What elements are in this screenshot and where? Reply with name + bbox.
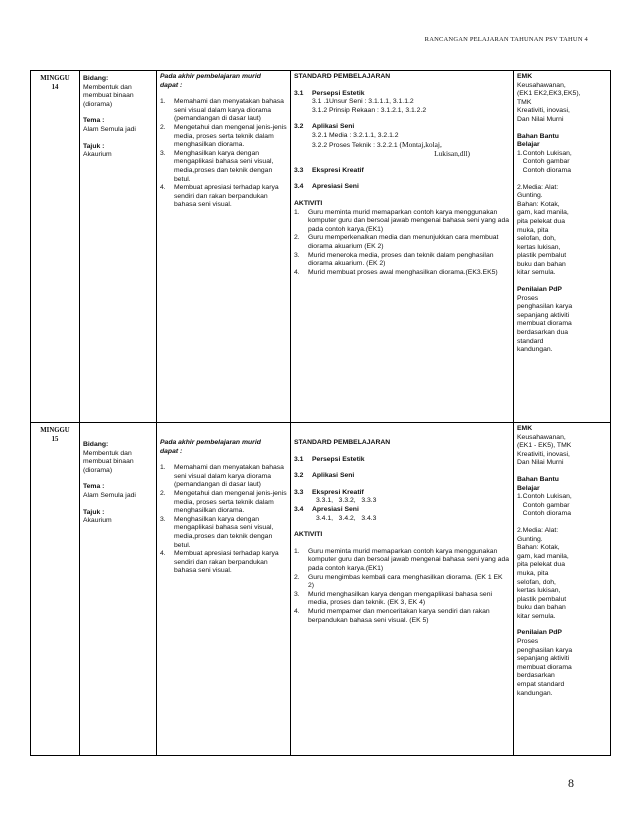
pdp-line: kandungan. [517,346,553,354]
bbm-line: kertas lukisan, [517,243,561,251]
standard-item: 3.1 Persepsi Estetik [294,455,365,463]
objectives-cell [157,71,291,423]
standard-detail: 3.1 .1Unsur Seni : 3.1.1.1, 3.1.1.2 [312,98,414,106]
standard-item: 3.3 Ekspresi Kreatif [294,488,364,496]
tema-value: Alam Semula jadi [83,125,136,133]
tema-label: Tema : [83,117,105,125]
week-number: 15 [51,435,59,443]
week-label-cell [31,71,80,423]
emk-line: TMK [517,98,532,106]
week-label-cell [31,423,80,756]
activity-item: 1. Guru meminta murid memaparkan contoh karya menggunakan komputer guru dan bersoal jawab mengenai bahasa seni yang ada pada contoh karya.(EK1) [294,208,510,233]
bbm-line: Gunting. [517,192,543,200]
bbm-line: muka, pita [517,569,549,577]
bbm-line: kitar semula. [517,612,556,620]
objective-item: 2. Mengetahui dan mengenal jenis-jenis media, proses serta teknik dalam menghasilkan diorama. [160,123,287,149]
tajuk-label: Tajuk : [83,142,105,150]
bbm-line: Contoh diorama [517,166,572,174]
week-label: MINGGU [40,427,70,434]
activity-heading: AKTIVITI [294,199,323,207]
objectives-heading: Pada akhir pembelajaran murid [160,73,261,80]
bbm-line: buku dan bahan [517,604,566,612]
page-number: 8 [568,776,574,790]
standard-item: 3.3 Ekspresi Kreatif [294,166,364,174]
bidang-line: Membentuk dan [83,449,132,457]
standard-detail: 3.3.1, 3.3.2, 3.3.3 [316,497,377,505]
bbm-heading: Belajar [517,141,540,149]
activity-item: 1. Guru meminta murid memaparkan contoh karya menggunakan komputer guru dan bersoal jawab mengenai bahasa seni yang ada pada contoh karya.(EK1) [294,547,510,572]
bbm-line: kertas lukisan, [517,587,561,595]
pdp-line: penghasilan karya [517,646,573,654]
emk-line: Dan Nilai Murni [517,459,564,467]
emk-line: Kreativiti, inovasi, [517,450,570,458]
resources-cell [514,71,611,423]
standard-item: 3.4 Apresiasi Seni [294,505,359,513]
bbm-line: plastik pembalut [517,595,567,603]
tajuk-value: Akaurium [83,517,112,525]
bbm-line: pita pelekat dua [517,561,565,569]
pdp-line: penghasilan karya [517,303,573,311]
standard-detail: 3.2.2 Proses Teknik : 3.2.2.1 (Montaj,kolaj, [312,139,442,149]
standard-detail: Lukisan,dll) [434,149,470,159]
objective-item: 1. Memahami dan menyatakan bahasa seni visual dalam karya diorama (pemandangan di dasar laut) [160,464,284,489]
bbm-line: selofan, doh, [517,235,556,243]
activity-item: 2. Guru memperkenalkan media dan menunjukkan cara membuat diorama akuarium (EK 2) [294,234,499,250]
emk-heading: EMK [517,425,533,432]
bbm-line: gam, kad manila, [517,209,569,217]
week-number: 14 [51,83,59,91]
bbm-line: plastik pembalut [517,252,567,260]
topic-cell [80,71,157,423]
activity-item: 4. Murid mempamer dan menceritakan karya sendiri dan rakan berpandukan bahasa seni visual. (EK 5) [294,607,490,624]
standard-detail: 3.4.1, 3.4.2, 3.4.3 [316,514,377,522]
standards-heading: STANDARD PEMBELAJARAN [294,73,391,80]
objective-item: 3. Menghasilkan karya dengan mengaplikasi bahasa seni visual, media,proses dan teknik dengan betul. [160,515,274,549]
bbm-line: buku dan bahan [517,260,566,268]
emk-line: Keusahawanan, [517,81,566,89]
activity-item: 2. Guru mengimbas kembali cara menghasilkan diorama. (EK 1 EK 2) [294,573,503,590]
pdp-heading: Penilaian PdP [517,629,562,637]
objectives-heading: dapat : [160,81,183,89]
bbm-line: Bahan: Kotak, [517,544,560,552]
standard-item: 3.2 Aplikasi Seni [294,472,355,480]
pdp-line: Proses [517,294,539,302]
tajuk-value: Akaurium [83,151,112,159]
standard-item: 3.2 Aplikasi Seni [294,123,355,131]
bbm-line: muka, pita [517,226,549,234]
week-row [31,71,611,423]
bidang-line: (diorama) [83,100,113,108]
bbm-line: selofan, doh, [517,578,556,586]
bbm-line: 2.Media: Alat: [517,183,559,191]
resources-cell [514,423,611,756]
topic-cell [80,423,157,756]
standard-detail: 3.2.1 Media : 3.2.1.1, 3.2.1.2 [312,131,399,139]
bbm-heading: Belajar [517,484,540,492]
bidang-label: Bidang: [83,441,109,448]
emk-line: Kreativiti, inovasi, [517,107,570,115]
emk-line: Keusahawanan, [517,433,566,441]
objective-item: 1. Memahami dan menyatakan bahasa seni visual dalam karya diorama (pemandangan di dasar laut) [160,98,284,123]
document-header: RANCANGAN PELAJARAN TAHUNAN PSV TAHUN 4 [424,36,588,43]
bbm-line: gam, kad manila, [517,552,569,560]
activity-item: 3. Murid meneroka media, proses dan teknik dalam penghasilan diorama akuarium. (EK 2) [294,251,494,268]
bbm-line: kitar semula. [517,269,556,277]
emk-line: (EK1 EK2,EK3,EK5), [517,90,581,98]
pdp-line: sepanjang aktiviti [517,311,570,319]
bbm-line: Contoh diorama [517,510,572,518]
objectives-heading: Pada akhir pembelajaran murid [160,439,261,446]
bbm-heading: Bahan Bantu [517,132,559,140]
standards-heading: STANDARD PEMBELAJARAN [294,439,391,446]
tema-value: Alam Semula jadi [83,491,136,499]
bidang-line: membuat binaan [83,458,134,466]
standard-detail: 3.1.2 Prinsip Rekaan : 3.1.2.1, 3.1.2.2 [312,106,427,114]
emk-line: (EK1 - EK5), TMK [517,442,572,450]
objectives-heading: dapat : [160,447,183,455]
bidang-label: Bidang: [83,75,109,82]
objective-item: 3. Menghasilkan karya dengan mengaplikasi bahasa seni visual, media,proses dan teknik dengan betul. [160,149,274,183]
activity-heading: AKTIVITI [294,531,323,539]
pdp-line: membuat diorama [517,320,572,328]
pdp-line: membuat diorama [517,663,572,671]
objective-item: 2. Mengetahui dan mengenal jenis-jenis media, proses serta teknik dalam menghasilkan diorama. [160,489,287,515]
pdp-line: standard [517,337,544,345]
pdp-line: berdasarkan dua [517,329,569,337]
bbm-line: Contoh gambar [517,158,570,166]
standards-cell [291,71,514,423]
pdp-line: kandungan. [517,689,553,697]
week-row [31,423,611,756]
activity-item: 4. Murid membuat proses awal menghasilkan diorama.(EK3.EK5) [294,268,498,276]
pdp-line: Proses [517,638,539,646]
bidang-line: (diorama) [83,466,113,474]
bidang-line: membuat binaan [83,92,134,100]
objectives-cell [157,423,291,756]
objective-item: 4. Membuat apresiasi terhadap karya sendiri dan rakan berpandukan bahasa seni visual. [160,550,279,575]
pdp-line: sepanjang aktiviti [517,655,570,663]
bbm-line: pita pelekat dua [517,217,565,225]
activity-item: 3. Murid menghasilkan karya dengan mengaplikasi bahasa seni media, proses dan teknik. (EK 3, EK 4) [294,590,493,607]
pdp-line: berdasarkan [517,672,555,680]
standards-cell [291,423,514,756]
pdp-line: empat standard [517,681,565,689]
bbm-line: 2.Media: Alat: [517,526,559,534]
emk-line: Dan Nilai Murni [517,115,564,123]
bbm-line: 1.Contoh Lukisan, [517,149,572,157]
bbm-line: 1.Contoh Lukisan, [517,493,572,501]
bbm-line: Bahan: Kotak, [517,200,560,208]
bbm-line: Gunting. [517,535,543,543]
lesson-plan-table [30,70,611,756]
emk-heading: EMK [517,73,533,80]
standard-item: 3.4 Apresiasi Seni [294,183,359,191]
standard-item: 3.1 Persepsi Estetik [294,89,365,97]
bidang-line: Membentuk dan [83,83,132,91]
pdp-heading: Penilaian PdP [517,286,562,294]
week-label: MINGGU [40,75,70,82]
bbm-heading: Bahan Bantu [517,475,559,483]
tema-label: Tema : [83,483,105,491]
objective-item: 4. Membuat apresiasi terhadap karya sendiri dan rakan berpandukan bahasa seni visual. [160,184,279,209]
bbm-line: Contoh gambar [517,501,570,509]
tajuk-label: Tajuk : [83,508,105,516]
